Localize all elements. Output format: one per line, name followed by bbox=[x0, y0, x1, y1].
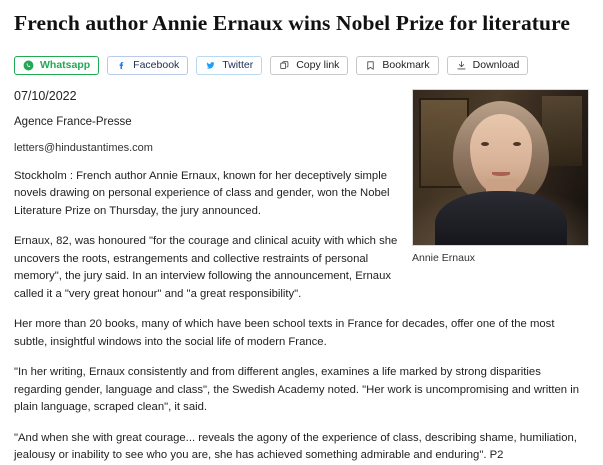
share-facebook-label: Facebook bbox=[133, 58, 180, 71]
share-twitter-button[interactable] bbox=[196, 56, 262, 75]
share-whatsapp-label: Whatsapp bbox=[40, 58, 91, 71]
copy-link-label: Copy link bbox=[296, 58, 340, 71]
share-bar bbox=[14, 56, 589, 75]
article-photo bbox=[412, 89, 589, 246]
photo-eye-left bbox=[481, 142, 489, 146]
article-paragraph: Her more than 20 books, many of which have been school texts in France for decades, offer one of the most subtle, insightful windows into the social life of modern France. bbox=[14, 318, 555, 348]
download-icon bbox=[456, 60, 467, 71]
article-paragraph: Ernaux, 82, was honoured "for the courage and clinical acuity with which she uncovers the roots, estrangements and collective restraints of personal memory", the jury said. In an interview following the announcement, Ernaux called it a "very great honour" and "a great responsibility". bbox=[14, 235, 398, 300]
bookmark-label: Bookmark bbox=[382, 58, 430, 71]
share-twitter-label: Twitter bbox=[222, 58, 254, 71]
download-button[interactable] bbox=[447, 56, 529, 75]
copy-link-icon bbox=[279, 60, 290, 71]
bookmark-button[interactable] bbox=[356, 56, 438, 75]
whatsapp-icon bbox=[23, 60, 34, 71]
article-email[interactable]: letters@hindustantimes.com bbox=[14, 141, 153, 154]
facebook-icon bbox=[116, 60, 127, 71]
photo-mouth bbox=[492, 172, 510, 176]
article-agency: Agence France-Presse bbox=[14, 115, 132, 128]
photo-eye-right bbox=[513, 142, 521, 146]
article-figure bbox=[412, 89, 589, 266]
photo-caption: Annie Ernaux bbox=[412, 251, 476, 264]
share-facebook-button[interactable] bbox=[107, 56, 188, 75]
twitter-icon bbox=[205, 60, 216, 71]
article-body bbox=[14, 89, 589, 465]
article-paragraph: "And when she with great courage... reveals the agony of the experience of class, describing shame, humiliation, jealousy or inability to see who you are, she has achieved something admirable and enduring". P2 bbox=[14, 431, 577, 462]
share-whatsapp-button[interactable] bbox=[14, 56, 99, 75]
photo-torso bbox=[435, 191, 567, 245]
article-date: 07/10/2022 bbox=[14, 88, 77, 103]
article-paragraph: Stockholm : French author Annie Ernaux, known for her deceptively simple novels drawing on personal experience of class and gender, won the Nobel Literature Prize on Thursday, the jury announced. bbox=[14, 169, 390, 217]
download-label: Download bbox=[472, 58, 520, 71]
bookmark-icon bbox=[365, 60, 376, 71]
article-paragraph: "In her writing, Ernaux consistently and from different angles, examines a life marked by strong disparities regarding gender, language and class", the Swedish Academy noted. "Her work is uncompromising and written in plain language, scraped clean", it said. bbox=[14, 366, 580, 414]
page-title: French author Annie Ernaux wins Nobel Prize for literature bbox=[14, 11, 571, 35]
copy-link-button[interactable] bbox=[270, 56, 348, 75]
